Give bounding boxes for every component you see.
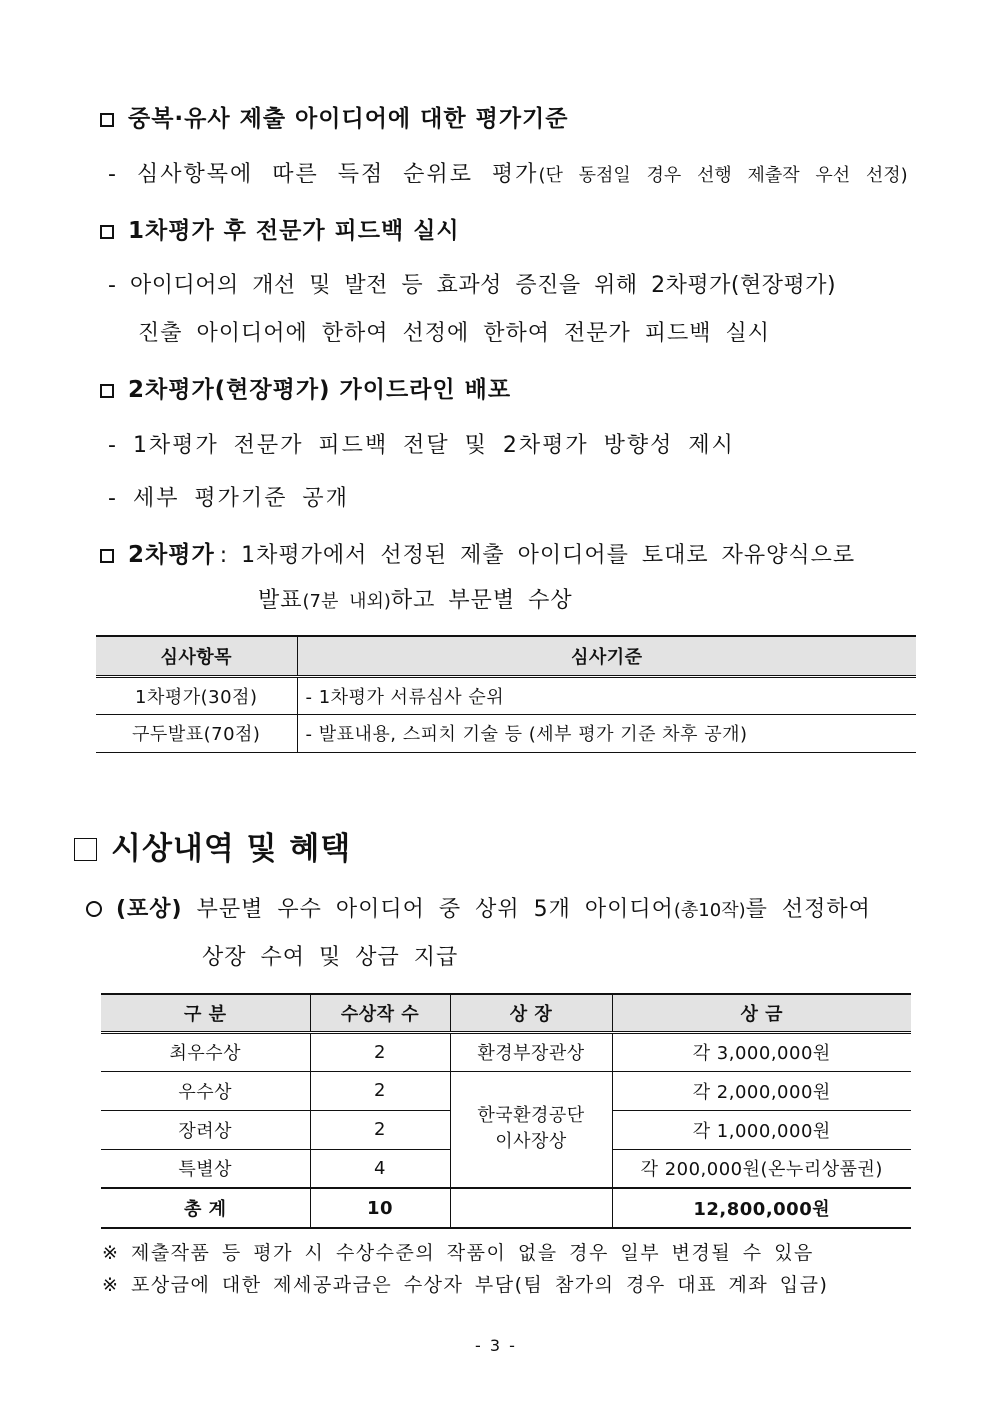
table-cell: 구두발표(70점): [96, 714, 297, 752]
dup-criteria-text: 심사항목에 따른 득점 순위로 평가: [136, 162, 539, 187]
guide-title: 2차평가(현장평가) 가이드라인 배포: [128, 377, 512, 403]
award-count: 4: [310, 1149, 450, 1188]
header-cell: 구 분: [101, 994, 310, 1032]
award-count: 2: [310, 1071, 450, 1110]
second-eval-title: 2차평가: [128, 542, 215, 568]
award-money: 각 1,000,000원: [612, 1110, 911, 1149]
total-row: [101, 1188, 911, 1228]
second-eval-text: : 1차평가에서 선정된 제출 아이디어를 토대로 자유양식으로: [219, 543, 856, 568]
table-header-row: [96, 636, 916, 676]
guide-item-1: - 1차평가 전문가 피드백 전달 및 2차평가 방향성 제시: [108, 433, 735, 458]
dup-criteria-item: - 심사항목에 따른 득점 순위로 평가(단 동점일 경우 선행 제출작 우선 선정): [108, 162, 908, 187]
feedback-heading: [100, 212, 460, 245]
header-cell: 심사기준: [297, 636, 916, 676]
award-cert-merged: 한국환경공단 이사장상: [450, 1071, 612, 1188]
award-count: 2: [310, 1110, 450, 1149]
awards-line2: 상장 수여 및 상금 지급: [202, 945, 459, 970]
dup-criteria-note: (단 동점일 경우 선행 제출작 우선 선정): [538, 165, 908, 186]
prize-table: [101, 993, 911, 1229]
total-money: 12,800,000원: [612, 1188, 911, 1228]
table-cell: - 1차평가 서류심사 순위: [297, 676, 916, 714]
award-money: 각 200,000원(온누리상품권): [612, 1149, 911, 1188]
note-2: ※ 포상금에 대한 제세공과금은 수상자 부담(팀 참가의 경우 대표 계좌 입금): [102, 1274, 829, 1296]
evaluation-table: [96, 635, 916, 753]
award-count: 2: [310, 1032, 450, 1071]
guide-item-2: - 세부 평가기준 공개: [108, 486, 349, 511]
header-cell: 수상작 수: [310, 994, 450, 1032]
square-bullet-icon: [100, 225, 114, 239]
feedback-item-line2: 진출 아이디어에 한하여 선정에 한하여 전문가 피드백 실시: [138, 321, 771, 346]
awards-label: (포상): [116, 897, 183, 922]
header-cell: 상 장: [450, 994, 612, 1032]
table-cell: - 발표내용, 스피치 기술 등 (세부 평가 기준 차후 공개): [297, 714, 916, 752]
total-count: 10: [310, 1188, 450, 1228]
awards-heading: [74, 823, 351, 868]
table-cell: 1차평가(30점): [96, 676, 297, 714]
table-row: [96, 676, 916, 714]
award-money: 각 3,000,000원: [612, 1032, 911, 1071]
table-header-row: [101, 994, 911, 1032]
award-name: 우수상: [101, 1071, 310, 1110]
award-cert: 환경부장관상: [450, 1032, 612, 1071]
total-name: 총 계: [101, 1188, 310, 1228]
circle-bullet-icon: [86, 901, 102, 917]
square-bullet-icon: [100, 549, 114, 563]
dup-criteria-heading: [100, 100, 568, 133]
feedback-title: 1차평가 후 전문가 피드백 실시: [128, 218, 460, 244]
awards-title: 시상내역 및 혜택: [111, 831, 352, 867]
square-bullet-icon: [100, 384, 114, 398]
header-cell: 상 금: [612, 994, 911, 1032]
feedback-item-line1: - 아이디어의 개선 및 발전 등 효과성 증진을 위해 2차평가(현장평가): [108, 273, 837, 298]
total-cert: [450, 1188, 612, 1228]
second-eval-line1: [100, 536, 855, 569]
square-bullet-icon: [100, 113, 114, 127]
table-row: [101, 1032, 911, 1071]
awards-line1: (포상) 부문별 우수 아이디어 중 상위 5개 아이디어(총10작)를 선정하여: [86, 892, 871, 923]
table-row: [101, 1071, 911, 1110]
award-name: 최우수상: [101, 1032, 310, 1071]
square-bullet-icon: [74, 838, 97, 861]
page-number: - 3 -: [475, 1336, 517, 1355]
dup-criteria-title: 중복·유사 제출 아이디어에 대한 평가기준: [128, 106, 569, 132]
guide-heading: [100, 371, 511, 404]
award-money: 각 2,000,000원: [612, 1071, 911, 1110]
award-name: 특별상: [101, 1149, 310, 1188]
header-cell: 심사항목: [96, 636, 297, 676]
award-name: 장려상: [101, 1110, 310, 1149]
table-row: [96, 714, 916, 752]
note-1: ※ 제출작품 등 평가 시 수상수준의 작품이 없을 경우 일부 변경될 수 있음: [102, 1242, 814, 1264]
second-eval-line2: 발표(7분 내외)하고 부문별 수상: [258, 588, 573, 613]
